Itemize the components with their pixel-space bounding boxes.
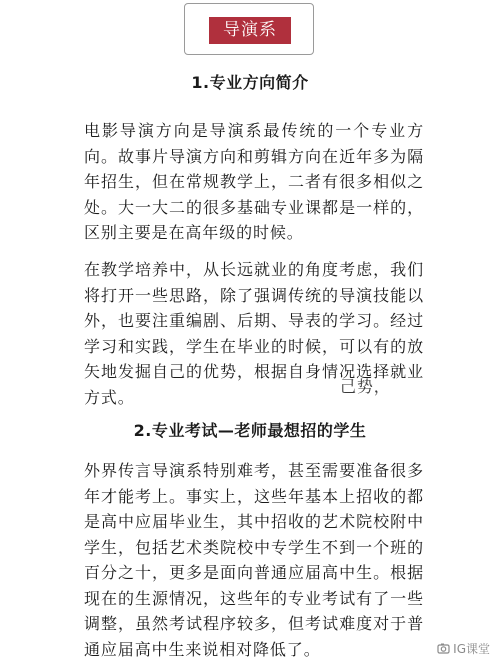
camera-icon bbox=[437, 642, 450, 655]
section1-heading: 1.专业方向简介 bbox=[191, 73, 309, 92]
watermark bbox=[437, 640, 490, 657]
section2-paragraph-1: 外界传言导演系特别难考，甚至需要准备很多年才能考上。事实上，这些年基本上招收的都是高中应届毕业生，其中招收的艺术院校附中学生，包括艺术类院校中专学生不到一个班的百分之十，更多是面向普通应届高中生。根据现在的生源情况，这些年的专业考试有了一些调整，虽然考试程序较多，但考试难度对于普通应届高中生来说相对降低了。 bbox=[84, 461, 424, 659]
section1-paragraph-2: 在教学培养中，从长远就业的角度考虑，我们将打开一些思路，除了强调传统的导演技能以外，也要注重编剧、后期、导表的学习。经过学习和实践，学生在毕业的时候，可以有的放矢地发掘自己的优势，根据自身情况选择就业方式。 bbox=[84, 260, 424, 407]
department-title: 导演系 bbox=[209, 17, 291, 44]
section1-paragraph-1: 电影导演方向是导演系最传统的一个专业方向。故事片导演方向和剪辑方向在近年多为隔年招生，但在常规教学上，二者有很多相似之处。大一大二的很多基础专业课都是一样的，区别主要是在高年级的时候。 bbox=[84, 121, 424, 242]
watermark-text: IG课堂 bbox=[453, 642, 490, 656]
section2-heading: 2.专业考试—老师最想招的学生 bbox=[133, 421, 367, 440]
overlap-ghost-text: 己势， bbox=[340, 377, 391, 396]
title-frame bbox=[184, 3, 314, 55]
